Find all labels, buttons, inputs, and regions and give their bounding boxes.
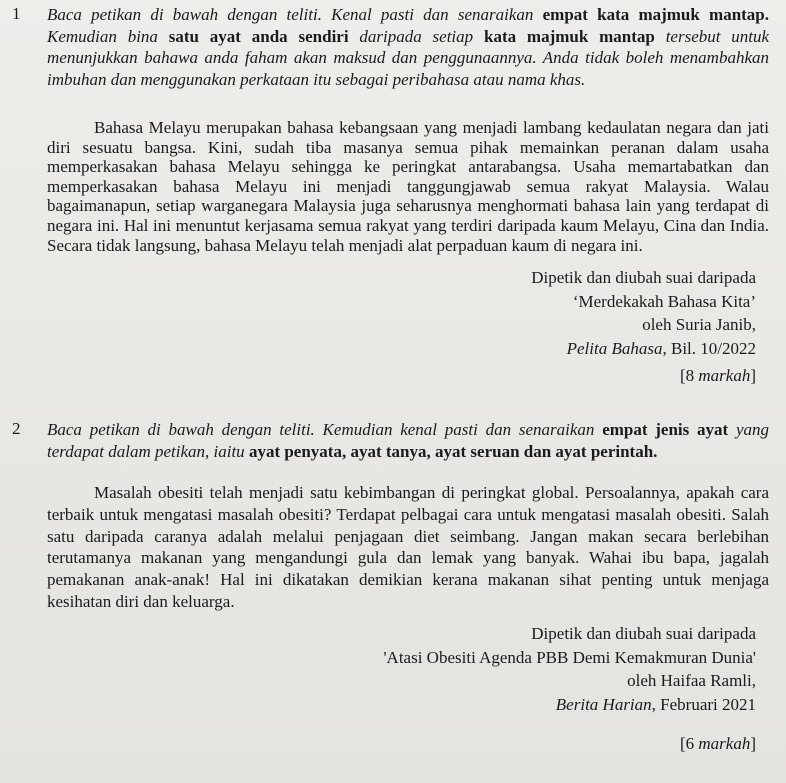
question-1-number: 1 (12, 4, 21, 23)
question-1-marks (680, 366, 756, 386)
q2-instruction-bold: ayat penyata, ayat tanya, ayat seruan dan ayat perintah. (248, 441, 658, 461)
question-2-number: 2 (12, 419, 21, 438)
q2-instruction-part: yang terdapat dalam petikan, iaitu (47, 420, 770, 461)
question-2-instruction (47, 419, 769, 462)
source-line: Dipetik dan diubah suai daripada (531, 268, 756, 287)
source-author: oleh Haifaa Ramli, (627, 671, 756, 690)
q1-instruction-part: Baca petikan di bawah dengan teliti. Kenal pasti dan senaraikan (47, 5, 534, 24)
publication-name: Berita Harian (555, 694, 652, 714)
question-1-instruction (47, 4, 769, 90)
publication-issue: , Februari 2021 (651, 694, 756, 714)
q1-instruction-bold: kata majmuk mantap (483, 26, 655, 46)
source-title: ‘Merdekakah Bahasa Kita’ (572, 291, 756, 311)
q1-instruction-part: daripada setiap (359, 26, 474, 46)
question-1-source (531, 266, 756, 360)
q2-instruction-bold: empat jenis ayat (602, 420, 729, 439)
question-2-passage: Masalah obesiti telah menjadi satu kebimbangan di peringkat global. Persoalannya, apakah cara terbaik untuk mengatasi masalah obesiti? Terdapat pelbagai cara untuk mengatasi masalah obesiti. Salah satu daripada caranya adalah melalui penjagaan diet seimbang. Jangan makan secara berlebihan terutamanya makanan yang mengandungi gula dan lemak yang banyak. Wahai ibu bapa, jagalah pemakanan anak-anak! Hal ini dikatakan demikian kerana makanan sihat penting untuk menjaga kesihatan diri dan keluarga. (47, 483, 769, 611)
q1-instruction-bold: empat kata majmuk mantap. (542, 5, 770, 24)
source-author: oleh Suria Janib, (642, 315, 756, 334)
marks-close: ] (750, 734, 756, 753)
q2-instruction-part: Baca petikan di bawah dengan teliti. Kemudian kenal pasti dan senaraikan (47, 420, 595, 439)
marks-open: [6 (679, 734, 699, 753)
q1-instruction-part: tersebut untuk menunjukkan bahawa anda faham akan maksud dan penggunaannya. Anda tidak boleh menambahkan imbuhan dan menggunakan perkataan itu sebagai peribahasa atau nama khas. (47, 26, 770, 89)
source-publication (383, 693, 756, 717)
publication-issue: , Bil. 10/2022 (662, 338, 756, 358)
q1-instruction-bold: satu ayat anda sendiri (168, 26, 349, 46)
publication-name: Pelita Bahasa (566, 338, 663, 358)
question-1-passage: Bahasa Melayu merupakan bahasa kebangsaan yang menjadi lambang kedaulatan negara dan jati diri sesuatu bangsa. Kini, sudah tiba masanya semua pihak memainkan peranan dalam usaha memperkasakan bahasa Melayu sehingga ke peringkat antarabangsa. Usaha memartabatkan dan memperkasakan bahasa Melayu ini menjadi tanggungjawab semua rakyat Malaysia. Walau bagaimanapun, setiap warganegara Malaysia juga seharusnya menghormati bahasa lain yang terdapat di negara ini. Hal ini menuntut kerjasama semua rakyat yang terdiri daripada kaum Melayu, Cina dan India. Secara tidak langsung, bahasa Melayu telah menjadi alat perpaduan kaum di negara ini. (47, 118, 769, 255)
question-2-marks (680, 734, 756, 754)
source-line: Dipetik dan diubah suai daripada (531, 624, 756, 643)
marks-word: markah (698, 734, 751, 753)
question-2-source (383, 622, 756, 716)
marks-open: [8 (679, 366, 699, 385)
q1-instruction-part: Kemudian bina (47, 26, 158, 46)
marks-word: markah (698, 366, 751, 385)
source-publication (531, 337, 756, 361)
marks-close: ] (750, 366, 756, 385)
source-title: 'Atasi Obesiti Agenda PBB Demi Kemakmuran Dunia' (383, 647, 756, 667)
